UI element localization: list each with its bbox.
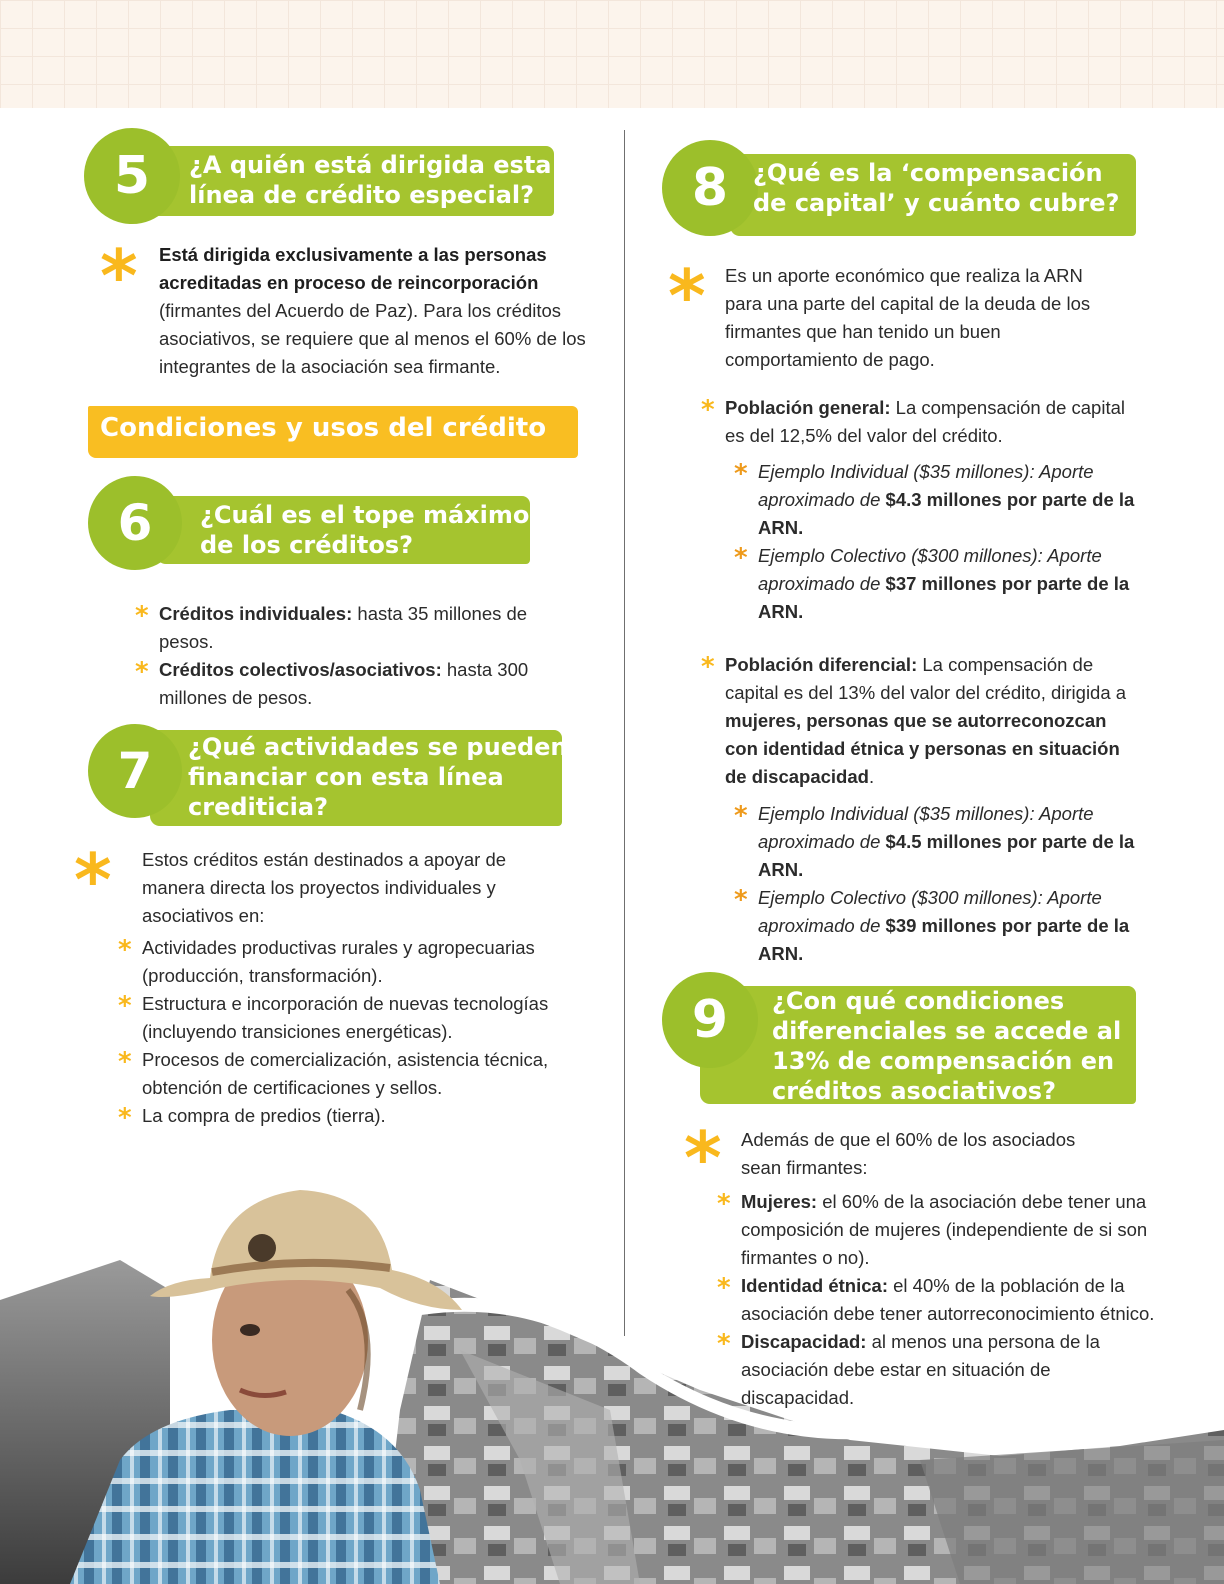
- list-item: * Identidad étnica: el 40% de la población de la asociación debe tener autorreconocimiento étnico.: [717, 1273, 1155, 1324]
- question-title: ¿Cuál es el tope máximo de los créditos?: [200, 501, 530, 559]
- list-item: * Actividades productivas rurales y agropecuarias (producción, transformación).: [118, 935, 535, 986]
- q8-intro: Es un aporte económico que realiza la ARN para una parte del capital de la deuda de los firmantes que han tenido un buen comportamiento de pago.: [725, 265, 1091, 370]
- question-number-badge: 6: [88, 476, 182, 570]
- list-item: * Discapacidad: al menos una persona de la asociación debe estar en situación de discapacidad.: [717, 1329, 1100, 1408]
- q6-list: [135, 600, 569, 712]
- section-title-banner: Condiciones y usos del crédito: [88, 406, 578, 458]
- asterisk-icon: *: [717, 1273, 731, 1303]
- decorative-grid-band: [0, 0, 1224, 108]
- asterisk-icon: *: [118, 935, 132, 965]
- question-number-badge: 5: [84, 128, 180, 224]
- list-item: * Ejemplo Individual ($35 millones): Aporte aproximado de $4.5 millones por parte de la ARN.: [734, 801, 1135, 880]
- q5-answer: Está dirigida exclusivamente a las personas acreditadas en proceso de reincorporación (firmantes del Acuerdo de Paz). Para los créditos asociativos, se requiere que al menos el 60% de los integrantes de la asociación sea firmante.: [159, 244, 586, 377]
- list-item: * La compra de predios (tierra).: [118, 1103, 386, 1133]
- q8-diferencial: [701, 651, 1137, 791]
- asterisk-icon: *: [734, 543, 748, 573]
- asterisk-icon: *: [734, 459, 748, 489]
- asterisk-icon: *: [118, 991, 132, 1021]
- q8-general-examples: [734, 458, 1148, 626]
- asterisk-icon: *: [701, 652, 715, 682]
- column-divider: [624, 130, 625, 1336]
- q7-list: [118, 934, 572, 1133]
- asterisk-icon: *: [135, 601, 149, 631]
- q9-intro: Además de que el 60% de los asociados sean firmantes:: [741, 1129, 1076, 1178]
- question-title: ¿Qué es la ‘compensación de capital’ y cuánto cubre?: [753, 159, 1120, 217]
- asterisk-icon: *: [118, 1047, 132, 1077]
- asterisk-icon: *: [668, 254, 706, 338]
- asterisk-icon: *: [734, 801, 748, 831]
- list-item: * Ejemplo Colectivo ($300 millones): Aporte aproximado de $39 millones por parte de la ARN.: [734, 885, 1130, 964]
- list-item: * Ejemplo Individual ($35 millones): Aporte aproximado de $4.3 millones por parte de la ARN.: [734, 459, 1135, 538]
- list-item: * Procesos de comercialización, asistencia técnica, obtención de certificaciones y sellos.: [118, 1047, 549, 1098]
- hat-button: [248, 1234, 276, 1262]
- question-title: ¿Qué actividades se pueden financiar con esta línea crediticia?: [188, 733, 568, 821]
- asterisk-icon: *: [734, 885, 748, 915]
- question-title: ¿Con qué condiciones diferenciales se accede al 13% de compensación en créditos asociativos?: [772, 987, 1122, 1105]
- q9-list: [717, 1188, 1161, 1412]
- q7-intro: Estos créditos están destinados a apoyar de manera directa los proyectos individuales y asociativos en:: [142, 849, 507, 926]
- asterisk-icon: *: [135, 657, 149, 687]
- question-title: ¿A quién está dirigida esta línea de crédito especial?: [189, 151, 552, 209]
- question-number-badge: 7: [88, 724, 182, 818]
- asterisk-icon: *: [717, 1189, 731, 1219]
- list-item: * Población diferencial: La compensación de capital es del 13% del valor del crédito, dirigida a mujeres, personas que se autorreconozcan con identidad étnica y personas en situación de discapacidad.: [701, 652, 1127, 787]
- asterisk-icon: *: [74, 838, 112, 922]
- asterisk-icon: *: [118, 1103, 132, 1133]
- asterisk-icon: *: [684, 1116, 722, 1200]
- question-number-badge: 9: [662, 972, 758, 1068]
- q8-general: [701, 394, 1145, 450]
- question-number-badge: 8: [662, 140, 758, 236]
- q8-diferencial-examples: [734, 800, 1148, 968]
- asterisk-icon: *: [717, 1329, 731, 1359]
- list-item: * Ejemplo Colectivo ($300 millones): Aporte aproximado de $37 millones por parte de la ARN.: [734, 543, 1130, 622]
- list-item: * Estructura e incorporación de nuevas tecnologías (incluyendo transiciones energéticas).: [118, 991, 549, 1042]
- asterisk-icon: *: [100, 234, 138, 318]
- list-item: * Créditos individuales: hasta 35 millones de pesos.: [135, 601, 528, 652]
- list-item: * Población general: La compensación de capital es del 12,5% del valor del crédito.: [701, 395, 1125, 446]
- list-item: * Mujeres: el 60% de la asociación debe tener una composición de mujeres (independiente de si son firmantes o no).: [717, 1189, 1148, 1268]
- asterisk-icon: *: [701, 395, 715, 425]
- list-item: * Créditos colectivos/asociativos: hasta 300 millones de pesos.: [135, 657, 529, 708]
